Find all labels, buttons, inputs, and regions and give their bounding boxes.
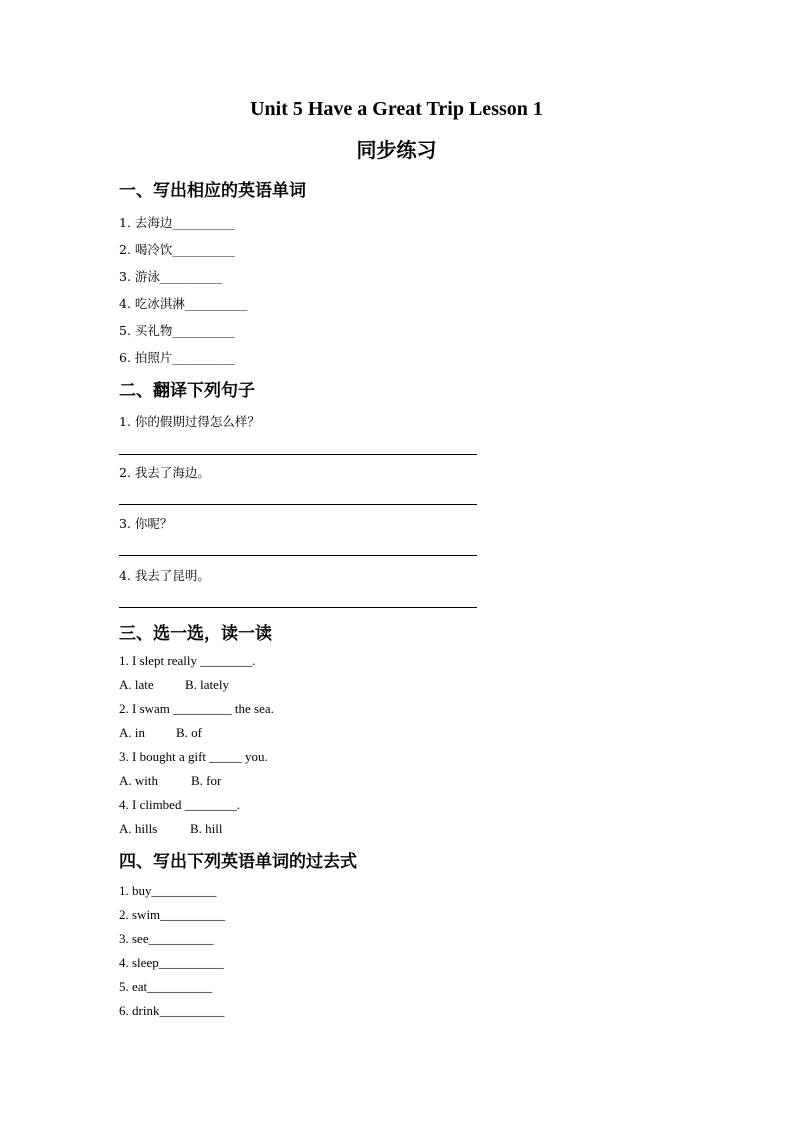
s1-item-1: 1. 去海边__________ [119, 215, 235, 230]
section-3-heading: 三、选一选，读一读 [119, 624, 272, 644]
s3-q3-option-b: B. for [191, 773, 222, 788]
page-title: Unit 5 Have a Great Trip Lesson 1 [250, 98, 543, 120]
s3-question-4: 4. I climbed ________. [119, 797, 240, 812]
s3-q3-option-a: A. with [119, 773, 158, 788]
answer-line-3 [119, 555, 477, 556]
s4-item-3: 3. see__________ [119, 931, 214, 946]
section-1-heading: 一、写出相应的英语单词 [119, 181, 306, 201]
s3-q4-option-a: A. hills [119, 821, 158, 836]
s4-item-5: 5. eat__________ [119, 979, 213, 994]
section-4-heading: 四、写出下列英语单词的过去式 [119, 852, 357, 872]
s2-item-4: 4. 我去了昆明。 [119, 568, 210, 583]
s1-item-2: 2. 喝冷饮__________ [119, 242, 235, 257]
s2-item-3: 3. 你呢？ [119, 516, 173, 531]
answer-line-2 [119, 504, 477, 505]
s3-q2-option-a: A. in [119, 725, 145, 740]
s2-item-2: 2. 我去了海边。 [119, 465, 210, 480]
answer-line-1 [119, 454, 477, 455]
s3-question-1: 1. I slept really ________. [119, 653, 256, 668]
s3-q2-option-b: B. of [176, 725, 202, 740]
page-subtitle: 同步练习 [356, 138, 437, 162]
s3-question-2: 2. I swam _________ the sea. [119, 701, 274, 716]
s1-item-4: 4. 吃冰淇淋__________ [119, 296, 248, 311]
s4-item-6: 6. drink__________ [119, 1003, 225, 1018]
s1-item-5: 5. 买礼物__________ [119, 323, 235, 338]
s3-question-3: 3. I bought a gift _____ you. [119, 749, 268, 764]
s1-item-6: 6. 拍照片__________ [119, 350, 235, 365]
section-2-heading: 二、翻译下列句子 [119, 381, 255, 401]
s3-q1-option-a: A. late [119, 677, 154, 692]
s1-item-3: 3. 游泳__________ [119, 269, 223, 284]
s4-item-1: 1. buy__________ [119, 883, 217, 898]
s3-q1-option-b: B. lately [185, 677, 230, 692]
s3-q4-option-b: B. hill [190, 821, 223, 836]
s4-item-2: 2. swim__________ [119, 907, 226, 922]
answer-line-4 [119, 607, 477, 608]
s2-item-1: 1. 你的假期过得怎么样？ [119, 414, 260, 429]
s4-item-4: 4. sleep__________ [119, 955, 224, 970]
